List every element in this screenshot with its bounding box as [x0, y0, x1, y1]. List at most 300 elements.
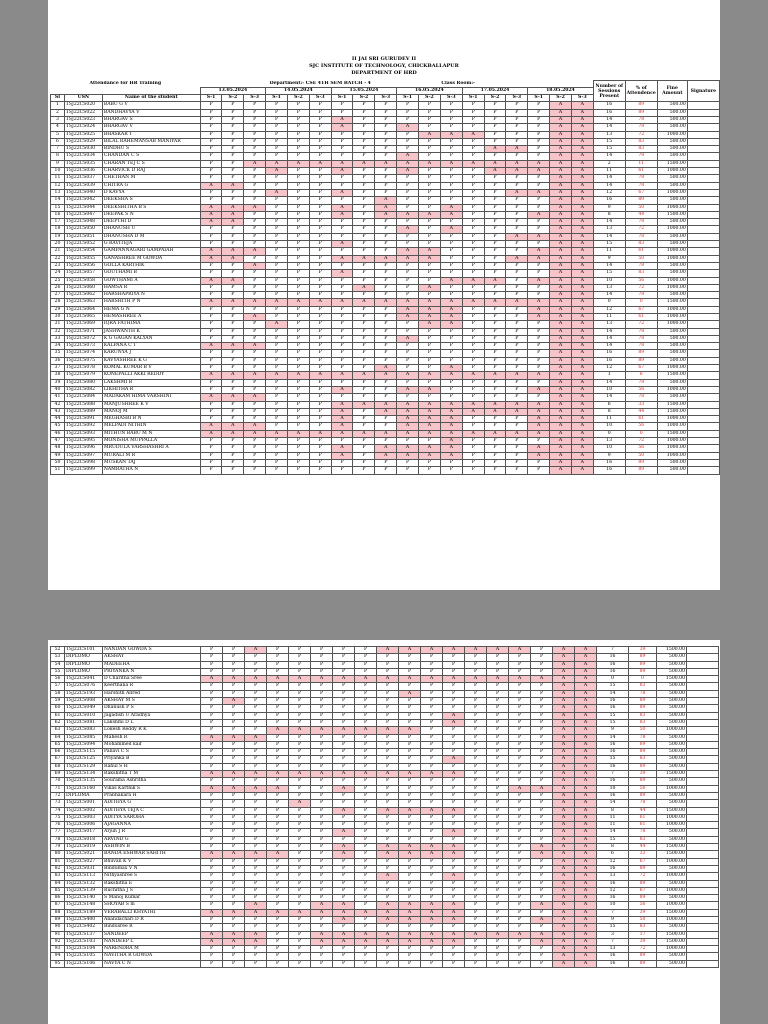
- attendance-cell: P: [440, 350, 462, 357]
- attendance-cell: P: [528, 438, 550, 445]
- attendance-cell: P: [443, 822, 465, 829]
- attendance-cell: A: [201, 938, 223, 945]
- attendance-cell: A: [355, 676, 377, 683]
- sessions-present-cell: 11: [593, 168, 625, 175]
- table-row: [51, 931, 719, 938]
- signature-cell: [687, 865, 719, 872]
- student-name-cell: AKSHAY: [103, 654, 201, 661]
- attendance-cell: P: [462, 365, 484, 372]
- attendance-cell: P: [397, 343, 419, 350]
- attendance-cell: P: [309, 219, 331, 226]
- student-name-cell: IQRA FATHIMA: [102, 321, 200, 328]
- attendance-cell: P: [223, 895, 245, 902]
- attendance-cell: A: [421, 676, 443, 683]
- signature-cell: [687, 452, 719, 459]
- sl-cell: 24: [51, 270, 65, 277]
- student-name-cell: MUSKAN TAJ: [102, 459, 200, 466]
- attendance-cell: A: [440, 408, 462, 415]
- attendance-cell: A: [528, 372, 550, 379]
- attendance-cell: A: [440, 204, 462, 211]
- attendance-cell: P: [355, 953, 377, 960]
- signature-cell: [687, 182, 719, 189]
- attendance-cell: P: [309, 146, 331, 153]
- table-row: [51, 895, 719, 902]
- signature-cell: [687, 189, 719, 196]
- student-name-cell: VERABALLI KHYATHI: [103, 909, 201, 916]
- sessions-present-cell: 16: [597, 763, 629, 770]
- attendance-cell: P: [462, 445, 484, 452]
- attendance-cell: A: [399, 807, 421, 814]
- attendance-cell: A: [331, 189, 353, 196]
- attendance-cell: A: [200, 277, 222, 284]
- attendance-cell: A: [571, 146, 593, 153]
- attendance-cell: P: [309, 131, 331, 138]
- attendance-cell: P: [266, 401, 288, 408]
- attendance-cell: A: [419, 408, 441, 415]
- attendance-cell: P: [289, 844, 311, 851]
- attendance-cell: P: [245, 661, 267, 668]
- attendance-cell: P: [353, 124, 375, 131]
- col-signature-header: Signature: [687, 81, 719, 102]
- attendance-cell: P: [528, 262, 550, 269]
- signature-cell: [687, 800, 719, 807]
- attendance-cell: P: [266, 131, 288, 138]
- attendance-cell: P: [311, 763, 333, 770]
- attendance-cell: P: [509, 661, 531, 668]
- attendance-cell: P: [333, 887, 355, 894]
- attendance-cell: A: [419, 255, 441, 262]
- attendance-cell: A: [553, 785, 575, 792]
- attendance-cell: A: [575, 705, 597, 712]
- signature-cell: [687, 916, 719, 923]
- attendance-cell: P: [201, 916, 223, 923]
- attendance-cell: A: [571, 182, 593, 189]
- attendance-cell: A: [550, 306, 572, 313]
- table-row: [51, 756, 719, 763]
- attendance-cell: P: [200, 160, 222, 167]
- attendance-cell: A: [333, 829, 355, 836]
- attendance-cell: P: [375, 277, 397, 284]
- attendance-cell: P: [287, 306, 309, 313]
- attendance-cell: A: [419, 299, 441, 306]
- attendance-cell: P: [377, 836, 399, 843]
- attendance-cell: P: [377, 683, 399, 690]
- attendance-cell: P: [355, 873, 377, 880]
- attendance-cell: P: [223, 807, 245, 814]
- table-row: [51, 452, 720, 459]
- attendance-cell: P: [484, 328, 506, 335]
- fine-amount-cell: 1000.00: [657, 902, 687, 909]
- attendance-percent-cell: 39: [629, 938, 657, 945]
- usn-cell: 1SJ22CS081: [65, 719, 103, 726]
- attendance-cell: P: [440, 467, 462, 474]
- sessions-present-cell: 7: [597, 771, 629, 778]
- attendance-cell: A: [528, 430, 550, 437]
- attendance-cell: A: [311, 909, 333, 916]
- attendance-cell: P: [200, 365, 222, 372]
- attendance-percent-cell: 78: [625, 219, 657, 226]
- attendance-cell: A: [571, 314, 593, 321]
- attendance-cell: P: [506, 138, 528, 145]
- fine-amount-cell: 1000.00: [657, 168, 687, 175]
- date-header: 14.05.2024: [266, 87, 332, 94]
- attendance-cell: A: [200, 372, 222, 379]
- attendance-cell: P: [244, 452, 266, 459]
- attendance-cell: P: [331, 394, 353, 401]
- attendance-cell: A: [333, 931, 355, 938]
- attendance-cell: P: [509, 938, 531, 945]
- attendance-cell: P: [267, 778, 289, 785]
- student-name-cell: Mohammed kaif: [103, 741, 201, 748]
- class-room-label: Class Room:-: [441, 80, 475, 86]
- attendance-cell: A: [550, 328, 572, 335]
- attendance-cell: P: [267, 895, 289, 902]
- attendance-cell: P: [244, 255, 266, 262]
- table-row: [51, 321, 720, 328]
- attendance-cell: P: [375, 233, 397, 240]
- attendance-cell: P: [419, 109, 441, 116]
- attendance-cell: A: [553, 880, 575, 887]
- attendance-cell: A: [571, 219, 593, 226]
- attendance-cell: P: [244, 335, 266, 342]
- table-row: [51, 379, 720, 386]
- attendance-cell: P: [309, 168, 331, 175]
- student-name-cell: HEMA G N: [102, 306, 200, 313]
- fine-amount-cell: 1500.00: [657, 299, 687, 306]
- attendance-cell: P: [440, 292, 462, 299]
- attendance-cell: A: [553, 873, 575, 880]
- table-row: [51, 858, 719, 865]
- signature-cell: [687, 844, 719, 851]
- attendance-cell: P: [266, 357, 288, 364]
- attendance-cell: P: [377, 792, 399, 799]
- attendance-cell: A: [571, 408, 593, 415]
- attendance-cell: A: [571, 394, 593, 401]
- attendance-cell: P: [440, 233, 462, 240]
- attendance-cell: P: [377, 705, 399, 712]
- attendance-percent-cell: 78: [629, 800, 657, 807]
- attendance-cell: P: [440, 153, 462, 160]
- attendance-cell: P: [506, 321, 528, 328]
- attendance-cell: A: [443, 719, 465, 726]
- attendance-percent-cell: 89: [625, 350, 657, 357]
- attendance-cell: A: [528, 423, 550, 430]
- attendance-cell: P: [200, 109, 222, 116]
- attendance-cell: P: [531, 836, 553, 843]
- attendance-cell: P: [531, 880, 553, 887]
- attendance-cell: A: [375, 408, 397, 415]
- attendance-cell: P: [528, 343, 550, 350]
- student-name-cell: ADITYA SAROHA: [103, 814, 201, 821]
- attendance-cell: A: [528, 168, 550, 175]
- sessions-present-cell: 14: [593, 233, 625, 240]
- attendance-cell: P: [484, 365, 506, 372]
- table-row: [51, 829, 719, 836]
- attendance-cell: P: [201, 712, 223, 719]
- attendance-cell: A: [528, 277, 550, 284]
- attendance-cell: P: [309, 321, 331, 328]
- sessions-present-cell: 10: [597, 902, 629, 909]
- attendance-cell: P: [421, 690, 443, 697]
- attendance-cell: P: [222, 109, 244, 116]
- attendance-cell: P: [443, 749, 465, 756]
- attendance-cell: P: [287, 438, 309, 445]
- attendance-percent-cell: 56: [629, 902, 657, 909]
- signature-cell: [687, 734, 719, 741]
- attendance-cell: P: [201, 749, 223, 756]
- session-header: S-3: [309, 95, 331, 102]
- attendance-cell: P: [244, 365, 266, 372]
- attendance-cell: P: [353, 306, 375, 313]
- attendance-cell: P: [462, 343, 484, 350]
- attendance-cell: P: [528, 175, 550, 182]
- attendance-cell: P: [531, 822, 553, 829]
- usn-cell: 1SJ22CS021: [65, 851, 103, 858]
- attendance-cell: P: [355, 916, 377, 923]
- attendance-cell: P: [528, 146, 550, 153]
- student-name-cell: GANASHREE M GOWDA: [102, 255, 200, 262]
- attendance-cell: P: [421, 749, 443, 756]
- attendance-cell: P: [331, 262, 353, 269]
- sl-cell: 39: [51, 379, 65, 386]
- sessions-present-cell: 13: [597, 946, 629, 953]
- attendance-cell: P: [377, 756, 399, 763]
- sl-cell: 60: [51, 705, 65, 712]
- sl-cell: 92: [51, 938, 65, 945]
- signature-cell: [687, 931, 719, 938]
- attendance-cell: P: [528, 131, 550, 138]
- signature-cell: [687, 262, 719, 269]
- signature-cell: [687, 423, 719, 430]
- session-header: S-1: [266, 95, 288, 102]
- attendance-cell: P: [377, 661, 399, 668]
- attendance-cell: A: [575, 690, 597, 697]
- attendance-cell: P: [331, 109, 353, 116]
- attendance-cell: P: [399, 683, 421, 690]
- attendance-cell: P: [462, 452, 484, 459]
- attendance-cell: P: [201, 924, 223, 931]
- attendance-cell: A: [528, 248, 550, 255]
- attendance-cell: P: [266, 197, 288, 204]
- attendance-cell: A: [550, 314, 572, 321]
- attendance-cell: A: [575, 895, 597, 902]
- attendance-cell: P: [487, 727, 509, 734]
- attendance-cell: P: [531, 756, 553, 763]
- attendance-percent-cell: 78: [625, 153, 657, 160]
- table-row: [51, 785, 719, 792]
- attendance-cell: P: [223, 880, 245, 887]
- attendance-cell: P: [287, 211, 309, 218]
- attendance-cell: A: [553, 858, 575, 865]
- attendance-cell: A: [419, 445, 441, 452]
- attendance-cell: A: [421, 771, 443, 778]
- attendance-percent-cell: 78: [625, 335, 657, 342]
- attendance-cell: P: [289, 865, 311, 872]
- sessions-present-cell: 15: [593, 138, 625, 145]
- attendance-cell: P: [353, 219, 375, 226]
- attendance-cell: P: [506, 335, 528, 342]
- attendance-cell: P: [353, 241, 375, 248]
- sessions-present-cell: 13: [593, 321, 625, 328]
- attendance-cell: P: [375, 423, 397, 430]
- attendance-cell: P: [200, 241, 222, 248]
- fine-amount-cell: 500.00: [657, 865, 687, 872]
- attendance-cell: P: [484, 204, 506, 211]
- attendance-cell: P: [528, 379, 550, 386]
- signature-cell: [687, 459, 719, 466]
- attendance-cell: P: [311, 792, 333, 799]
- attendance-percent-cell: 61: [625, 168, 657, 175]
- attendance-cell: P: [399, 661, 421, 668]
- attendance-cell: P: [311, 698, 333, 705]
- sessions-present-cell: 16: [597, 698, 629, 705]
- attendance-cell: P: [487, 771, 509, 778]
- date-header: 15.05.2024: [331, 87, 397, 94]
- attendance-percent-cell: 89: [625, 459, 657, 466]
- attendance-cell: P: [421, 814, 443, 821]
- attendance-cell: P: [443, 734, 465, 741]
- attendance-cell: P: [289, 756, 311, 763]
- attendance-cell: P: [244, 197, 266, 204]
- attendance-cell: P: [375, 219, 397, 226]
- student-name-cell: LIKHITHA R: [102, 386, 200, 393]
- attendance-cell: P: [419, 153, 441, 160]
- attendance-cell: P: [355, 719, 377, 726]
- attendance-cell: P: [419, 350, 441, 357]
- sl-cell: 95: [51, 960, 65, 967]
- attendance-cell: P: [353, 379, 375, 386]
- attendance-cell: P: [289, 683, 311, 690]
- signature-cell: [687, 270, 719, 277]
- attendance-cell: P: [443, 785, 465, 792]
- attendance-cell: P: [287, 292, 309, 299]
- attendance-cell: A: [377, 909, 399, 916]
- attendance-percent-cell: 89: [629, 792, 657, 799]
- attendance-percent-cell: 44: [625, 211, 657, 218]
- sessions-present-cell: 7: [597, 938, 629, 945]
- sl-cell: 93: [51, 946, 65, 953]
- student-name-cell: MEGHASRI B N: [102, 416, 200, 423]
- attendance-cell: A: [419, 452, 441, 459]
- sessions-present-cell: 0: [597, 676, 629, 683]
- sl-cell: 68: [51, 763, 65, 770]
- attendance-cell: P: [399, 895, 421, 902]
- attendance-cell: P: [333, 953, 355, 960]
- sessions-present-cell: 9: [593, 452, 625, 459]
- fine-amount-cell: 500.00: [657, 719, 687, 726]
- attendance-cell: A: [353, 430, 375, 437]
- sessions-present-cell: 11: [597, 814, 629, 821]
- attendance-percent-cell: 78: [629, 690, 657, 697]
- table-row: [51, 189, 720, 196]
- attendance-cell: A: [550, 233, 572, 240]
- usn-cell: 1SJ22CS113: [65, 873, 103, 880]
- attendance-cell: A: [443, 909, 465, 916]
- attendance-cell: P: [309, 306, 331, 313]
- attendance-cell: A: [399, 851, 421, 858]
- sl-cell: 45: [51, 423, 65, 430]
- attendance-cell: A: [375, 255, 397, 262]
- attendance-cell: P: [309, 379, 331, 386]
- attendance-cell: P: [465, 953, 487, 960]
- attendance-cell: P: [201, 960, 223, 967]
- attendance-cell: A: [440, 372, 462, 379]
- attendance-cell: P: [311, 814, 333, 821]
- attendance-cell: A: [287, 299, 309, 306]
- attendance-cell: A: [571, 343, 593, 350]
- attendance-cell: A: [571, 386, 593, 393]
- attendance-percent-cell: 78: [625, 116, 657, 123]
- attendance-cell: P: [484, 292, 506, 299]
- attendance-cell: A: [553, 807, 575, 814]
- attendance-cell: P: [531, 807, 553, 814]
- attendance-cell: P: [399, 800, 421, 807]
- attendance-cell: P: [353, 445, 375, 452]
- attendance-cell: A: [223, 851, 245, 858]
- attendance-cell: P: [333, 946, 355, 953]
- student-name-cell: Bindumax V N: [103, 865, 201, 872]
- sl-cell: 46: [51, 430, 65, 437]
- attendance-cell: P: [440, 248, 462, 255]
- attendance-cell: P: [531, 814, 553, 821]
- attendance-cell: P: [311, 734, 333, 741]
- attendance-cell: P: [462, 138, 484, 145]
- attendance-cell: P: [462, 438, 484, 445]
- fine-amount-cell: 500.00: [657, 102, 687, 109]
- attendance-cell: P: [266, 386, 288, 393]
- attendance-cell: P: [484, 102, 506, 109]
- attendance-cell: P: [506, 204, 528, 211]
- attendance-cell: A: [331, 211, 353, 218]
- attendance-cell: A: [571, 467, 593, 474]
- attendance-cell: A: [399, 909, 421, 916]
- attendance-cell: P: [419, 233, 441, 240]
- fine-amount-cell: 1500.00: [657, 160, 687, 167]
- attendance-cell: P: [222, 350, 244, 357]
- attendance-cell: P: [375, 357, 397, 364]
- table-row: [51, 292, 720, 299]
- attendance-cell: A: [575, 771, 597, 778]
- attendance-cell: P: [397, 241, 419, 248]
- table-row: [51, 284, 720, 291]
- attendance-cell: P: [333, 668, 355, 675]
- attendance-cell: A: [553, 829, 575, 836]
- attendance-cell: P: [289, 916, 311, 923]
- fine-amount-cell: 500.00: [657, 683, 687, 690]
- attendance-cell: A: [397, 124, 419, 131]
- attendance-cell: A: [399, 771, 421, 778]
- attendance-cell: A: [484, 401, 506, 408]
- table-row: [51, 698, 719, 705]
- attendance-cell: A: [550, 423, 572, 430]
- attendance-cell: P: [487, 734, 509, 741]
- attendance-cell: P: [223, 829, 245, 836]
- sl-cell: 75: [51, 814, 65, 821]
- attendance-cell: P: [487, 712, 509, 719]
- attendance-cell: A: [353, 160, 375, 167]
- attendance-cell: P: [245, 814, 267, 821]
- attendance-cell: P: [331, 306, 353, 313]
- sessions-present-cell: 6: [593, 401, 625, 408]
- attendance-cell: A: [550, 211, 572, 218]
- attendance-cell: A: [200, 248, 222, 255]
- attendance-cell: A: [399, 647, 421, 654]
- fine-amount-cell: 500.00: [657, 394, 687, 401]
- attendance-cell: P: [244, 219, 266, 226]
- attendance-percent-cell: 72: [629, 873, 657, 880]
- table-row: [51, 822, 719, 829]
- attendance-cell: P: [333, 792, 355, 799]
